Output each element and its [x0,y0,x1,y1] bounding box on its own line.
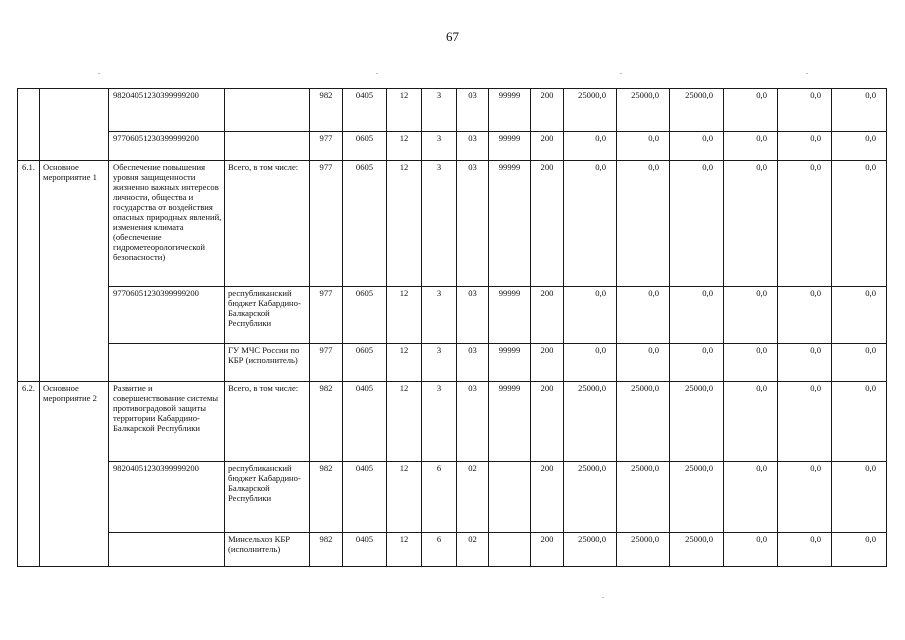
om-cell: 03 [457,382,489,462]
amount-cell-2: 25000,0 [617,462,670,533]
amount-cell-5: 0,0 [778,462,832,533]
vr-cell: 200 [531,533,564,567]
code-or-description-cell [109,344,225,382]
table-row [18,382,887,462]
nr-cell: 99999 [489,382,531,462]
pgp-cell: 3 [422,161,457,287]
scan-speck [806,73,808,74]
grbs-cell: 982 [310,89,343,132]
pgp-cell: 3 [422,382,457,462]
gp-cell: 12 [387,89,422,132]
nr-cell: 99999 [489,344,531,382]
rzpr-cell: 0605 [343,344,387,382]
amount-cell-2: 0,0 [617,287,670,344]
budget-table [17,88,887,567]
item-title-cell [40,287,109,344]
amount-cell-4: 0,0 [724,161,778,287]
amount-cell-1: 25000,0 [564,533,617,567]
amount-cell-3: 0,0 [670,344,724,382]
amount-cell-1: 0,0 [564,344,617,382]
amount-cell-4: 0,0 [724,132,778,161]
pgp-cell: 3 [422,287,457,344]
item-number-cell [18,344,40,382]
amount-cell-2: 0,0 [617,132,670,161]
om-cell: 02 [457,462,489,533]
grbs-cell: 982 [310,382,343,462]
item-title-cell: Основное мероприятие 1 [40,161,109,287]
scan-speck [602,597,604,598]
vr-cell: 200 [531,287,564,344]
item-number-cell [18,132,40,161]
nr-cell [489,533,531,567]
amount-cell-5: 0,0 [778,344,832,382]
code-or-description-cell: Развитие и совершенствование системы противоградовой защиты территории Кабардино-Балкарской Республики [109,382,225,462]
amount-cell-2: 0,0 [617,344,670,382]
rzpr-cell: 0405 [343,462,387,533]
gp-cell: 12 [387,344,422,382]
amount-cell-1: 0,0 [564,287,617,344]
vr-cell: 200 [531,161,564,287]
amount-cell-1: 25000,0 [564,89,617,132]
rzpr-cell: 0605 [343,161,387,287]
amount-cell-4: 0,0 [724,89,778,132]
item-number-cell: 6.2. [18,382,40,462]
nr-cell [489,462,531,533]
amount-cell-6: 0,0 [832,89,887,132]
amount-cell-4: 0,0 [724,287,778,344]
amount-cell-2: 25000,0 [617,89,670,132]
item-number-cell [18,533,40,567]
pgp-cell: 6 [422,462,457,533]
grbs-cell: 982 [310,462,343,533]
amount-cell-6: 0,0 [832,287,887,344]
item-title-cell [40,132,109,161]
amount-cell-2: 25000,0 [617,382,670,462]
table-row [18,344,887,382]
item-title-cell [40,462,109,533]
gp-cell: 12 [387,382,422,462]
amount-cell-5: 0,0 [778,287,832,344]
amount-cell-4: 0,0 [724,462,778,533]
item-number-cell [18,287,40,344]
funding-source-cell: Всего, в том числе: [225,161,310,287]
amount-cell-6: 0,0 [832,344,887,382]
funding-source-cell: Всего, в том числе: [225,382,310,462]
grbs-cell: 977 [310,161,343,287]
amount-cell-3: 25000,0 [670,533,724,567]
amount-cell-4: 0,0 [724,382,778,462]
gp-cell: 12 [387,533,422,567]
table-row [18,462,887,533]
funding-source-cell [225,132,310,161]
om-cell: 03 [457,344,489,382]
vr-cell: 200 [531,132,564,161]
code-or-description-cell: 97706051230399999200 [109,132,225,161]
amount-cell-6: 0,0 [832,462,887,533]
rzpr-cell: 0405 [343,382,387,462]
funding-source-cell: республиканский бюджет Кабардино-Балкарской Республики [225,287,310,344]
pgp-cell: 3 [422,344,457,382]
gp-cell: 12 [387,132,422,161]
om-cell: 03 [457,287,489,344]
amount-cell-1: 25000,0 [564,382,617,462]
grbs-cell: 977 [310,287,343,344]
amount-cell-1: 0,0 [564,132,617,161]
rzpr-cell: 0605 [343,132,387,161]
gp-cell: 12 [387,287,422,344]
code-or-description-cell [109,533,225,567]
amount-cell-3: 25000,0 [670,89,724,132]
om-cell: 03 [457,132,489,161]
page-number: 67 [446,29,459,44]
item-number-cell [18,462,40,533]
scan-speck [620,73,622,74]
om-cell: 03 [457,89,489,132]
table-row [18,161,887,287]
amount-cell-3: 0,0 [670,161,724,287]
scan-speck [376,73,378,74]
funding-source-cell [225,89,310,132]
amount-cell-6: 0,0 [832,161,887,287]
amount-cell-6: 0,0 [832,132,887,161]
vr-cell: 200 [531,344,564,382]
rzpr-cell: 0405 [343,89,387,132]
grbs-cell: 982 [310,533,343,567]
item-number-cell [18,89,40,132]
vr-cell: 200 [531,89,564,132]
amount-cell-4: 0,0 [724,533,778,567]
funding-source-cell: ГУ МЧС России по КБР (исполнитель) [225,344,310,382]
funding-source-cell: республиканский бюджет Кабардино-Балкарской Республики [225,462,310,533]
item-title-cell [40,533,109,567]
amount-cell-5: 0,0 [778,382,832,462]
amount-cell-5: 0,0 [778,132,832,161]
amount-cell-3: 25000,0 [670,462,724,533]
amount-cell-1: 25000,0 [564,462,617,533]
gp-cell: 12 [387,462,422,533]
scan-speck [98,73,100,74]
amount-cell-3: 0,0 [670,287,724,344]
amount-cell-4: 0,0 [724,344,778,382]
nr-cell: 99999 [489,287,531,344]
item-title-cell [40,89,109,132]
amount-cell-3: 0,0 [670,132,724,161]
code-or-description-cell: 97706051230399999200 [109,287,225,344]
funding-source-cell: Минсельхоз КБР (исполнитель) [225,533,310,567]
nr-cell: 99999 [489,132,531,161]
vr-cell: 200 [531,382,564,462]
vr-cell: 200 [531,462,564,533]
rzpr-cell: 0605 [343,287,387,344]
item-number-cell: 6.1. [18,161,40,287]
amount-cell-6: 0,0 [832,382,887,462]
amount-cell-1: 0,0 [564,161,617,287]
amount-cell-5: 0,0 [778,533,832,567]
pgp-cell: 3 [422,89,457,132]
amount-cell-6: 0,0 [832,533,887,567]
gp-cell: 12 [387,161,422,287]
amount-cell-2: 0,0 [617,161,670,287]
item-title-cell [40,344,109,382]
amount-cell-2: 25000,0 [617,533,670,567]
nr-cell: 99999 [489,89,531,132]
code-or-description-cell: 98204051230399999200 [109,462,225,533]
grbs-cell: 977 [310,132,343,161]
om-cell: 02 [457,533,489,567]
code-or-description-cell: 98204051230399999200 [109,89,225,132]
rzpr-cell: 0405 [343,533,387,567]
table-row [18,89,887,132]
om-cell: 03 [457,161,489,287]
pgp-cell: 6 [422,533,457,567]
nr-cell: 99999 [489,161,531,287]
code-or-description-cell: Обеспечение повышения уровня защищенности жизненно важных интересов личности, общества и государства от воздействия опасных природных явлений, изменения климата (обеспечение гидрометеорологической безопасности) [109,161,225,287]
amount-cell-5: 0,0 [778,89,832,132]
amount-cell-3: 25000,0 [670,382,724,462]
table-row [18,132,887,161]
amount-cell-5: 0,0 [778,161,832,287]
table-row [18,533,887,567]
item-title-cell: Основное мероприятие 2 [40,382,109,462]
table-row [18,287,887,344]
grbs-cell: 977 [310,344,343,382]
pgp-cell: 3 [422,132,457,161]
